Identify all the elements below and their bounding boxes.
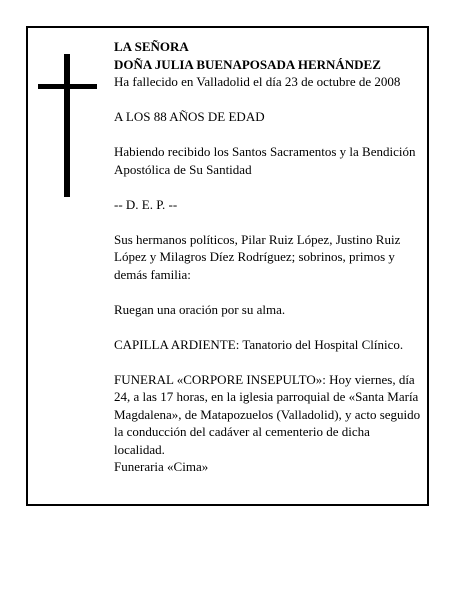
funeral-paragraph: FUNERAL «CORPORE INSEPULTO»: Hoy viernes, día 24, a las 17 horas, en la iglesia parroquial de «Santa María Magdalena», de Matapozuelos (Valladolid), y acto seguido la conducción del cadáver al cementerio de dicha localidad. [114,371,421,457]
sacraments-paragraph: Habiendo recibido los Santos Sacramentos y la Bendición Apostólica de Su Santidad [114,144,416,177]
obituary-text [114,38,424,476]
funeral-home-line: Funeraria «Cima» [114,459,209,474]
deceased-name: DOÑA JULIA BUENAPOSADA HERNÁNDEZ [114,56,381,72]
death-notice: Ha fallecido en Valladolid el día 23 de octubre de 2008 [114,74,401,89]
title-heading: LA SEÑORA [114,39,189,54]
chapel-line: CAPILLA ARDIENTE: Tanatorio del Hospital Clínico. [114,336,404,352]
age-line: A LOS 88 AÑOS DE EDAD [114,109,265,124]
cross-horizontal-bar [38,84,97,89]
rip-line: -- D. E. P. -- [114,196,178,212]
cross-vertical-bar [64,54,70,197]
prayer-line: Ruegan una oración por su alma. [114,301,286,317]
family-paragraph: Sus hermanos políticos, Pilar Ruiz López, Justino Ruiz López y Milagros Díez Rodríguez; sobrinos, primos y demás familia: [114,231,401,282]
